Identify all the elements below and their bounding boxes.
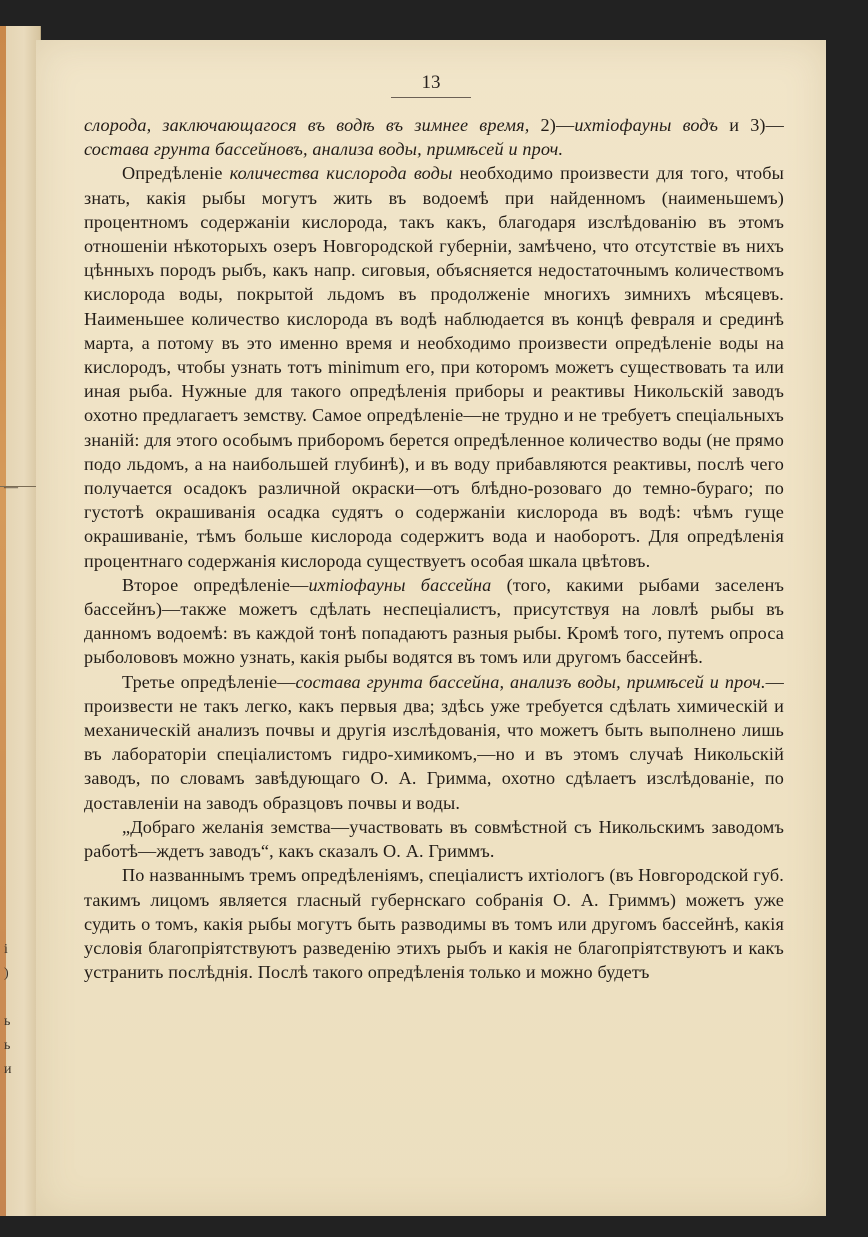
paragraph [84, 161, 784, 572]
left-page-text-fragment: и [4, 1062, 12, 1077]
italic-text-run: ихтіофауны водъ [574, 115, 719, 135]
left-page-text-fragment: ь [4, 1038, 11, 1053]
text-run: 2)— [540, 115, 575, 135]
paragraph [84, 863, 784, 984]
text-run: —произвести не такъ легко, какъ первыя два; здѣсь уже требуется сдѣлать химическій и механическій анализъ почвы и другія изслѣдованія, что можетъ быть выполнено лишь въ лабораторіи спеціалистомъ гидро-химикомъ,—но и въ этомъ случаѣ Никольскій заводъ, по словамъ завѣдующаго О. А. Гримма, охотно сдѣлаетъ изслѣдованіе, по доставленіи на заводъ образцовъ почвы и воды. [84, 671, 784, 813]
page-number: 13 [421, 72, 441, 93]
italic-text-run: слорода, заключающагося въ водѣ въ зимнее время, [84, 115, 541, 135]
paragraph [84, 670, 784, 815]
text-run: Третье опредѣленіе— [122, 671, 296, 692]
italic-text-run: количества кислорода воды [229, 163, 453, 184]
italic-text-run: состава грунта бассейна, анализъ воды, примѣсей и проч. [295, 671, 766, 692]
italic-text-run: ихтіофауны бассейна [308, 574, 492, 595]
text-run: и 3)— [718, 115, 784, 135]
italic-text-run: состава грунта бассейновъ, анализа воды, примѣсей и проч. [84, 139, 564, 160]
left-page-text-fragment: ) [4, 966, 9, 981]
paragraph [84, 815, 784, 863]
text-run: По названнымъ тремъ опредѣленіямъ, спеціалистъ ихтіологъ (въ Новгородской губ. такимъ лицомъ является гласный губернскаго собранія О. А. Гриммъ) можетъ уже судить о томъ, какія рыбы могутъ быть разводимы въ томъ или другомъ бассейнѣ, какія условія благопріятствуютъ разведенію этихъ рыбъ и какія не благопріятствуютъ и какъ устранить послѣднія. Послѣ такого опредѣленія только и можно будетъ [84, 865, 784, 983]
left-page-text-fragment: ь [4, 1014, 11, 1029]
paragraph [84, 573, 784, 670]
text-run: (того, какими рыбами заселенъ бассейнъ)—также можетъ сдѣлать неспеціалистъ, присутствуя на ловлѣ рыбы въ данномъ водоемѣ: въ каждой тонѣ попадаютъ разныя рыбы. Кромѣ того, путемъ опроса рыболововъ можно узнать, какія рыбы водятся въ томъ или другомъ бассейнѣ. [84, 574, 785, 668]
left-page-text-fragment: — [4, 480, 18, 495]
book-page [36, 40, 826, 1216]
paragraph [84, 113, 784, 161]
page-body-text [84, 113, 784, 984]
text-run: Опредѣленіе [122, 163, 230, 184]
text-run: Второе опредѣленіе— [122, 574, 309, 595]
left-page-fragment [0, 26, 41, 1216]
text-run: „Добраго желанія земства—участвовать въ совмѣстной съ Никольскимъ заводомъ работѣ—ждетъ заводъ“, какъ сказалъ О. А. Гриммъ. [84, 816, 784, 862]
text-run: необходимо произвести для того, чтобы знать, какія рыбы могутъ жить въ водоемѣ при найденномъ (наименьшемъ) процентномъ содержаніи кислорода, такъ какъ, благодаря изслѣдованію въ этомъ отношеніи нѣкоторыхъ озеръ Новгородской губерніи, замѣчено, что отсутствіе въ нихъ цѣнныхъ породъ рыбъ, какъ напр. сиговыя, объясняется недостаточнымъ количествомъ кислорода воды, покрытой льдомъ въ продолженіе многихъ зимнихъ мѣсяцевъ. Наименьшее количество кислорода въ водѣ наблюдается въ концѣ февраля и срединѣ марта, а потому въ это именно время и необходимо произвести опредѣленіе воды на кислородъ, чтобы узнать тотъ minimum его, при которомъ можетъ существовать та или иная рыба. Нужные для такого опредѣленія приборы и реактивы Никольскій заводъ охотно предлагаетъ земству. Самое опредѣленіе—не трудно и не требуетъ спеціальныхъ знаній: для этого особымъ приборомъ берется опредѣленное количество воды (не прямо подо льдомъ, а на наибольшей глубинѣ), и въ воду прибавляются реактивы, послѣ чего получается осадокъ различной окраски—отъ блѣдно-розоваго до темно-бураго; по густотѣ окрашиванія осадка судятъ о содержаніи кислорода въ водѣ: чѣмъ гуще окрашиваніе, тѣмъ больше кислорода содержитъ вода и наоборотъ. Для опредѣленія процентнаго содержанія кислорода существуетъ особая шкала цвѣтовъ. [84, 163, 784, 571]
page-number-rule [391, 97, 471, 98]
left-page-text-fragment: і [4, 942, 8, 957]
